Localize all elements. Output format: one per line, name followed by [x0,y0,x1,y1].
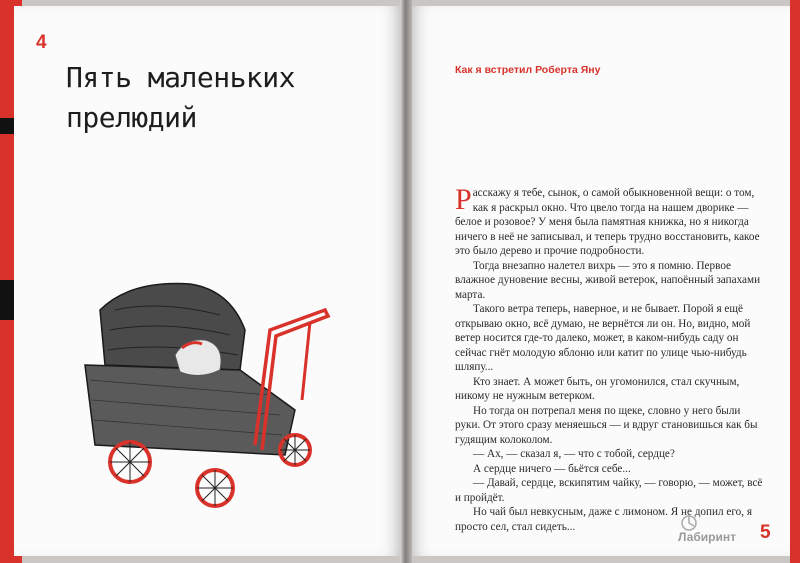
drop-cap: Р [455,183,472,216]
running-head: Как я встретил Роберта Яну [455,64,601,76]
book-cover-right-edge [790,0,800,563]
paragraph: — Ах, — сказал я, — что с тобой, сердце? [473,448,675,460]
paragraph: Кто знает. А может быть, он угомонился, стал скучным, никому не нужным ветерком. [455,375,740,402]
chapter-title-line: Пять маленьких [66,61,296,94]
paragraph: Но чай был невкусным, даже с лимоном. Я не допил его, я просто сел, стал сидеть... [455,506,752,533]
paragraph: Расскажу я тебе, сынок, о самой обыкновенной вещи: о том, как я раскрыл окно. Что цвело тогда на нашем дворике — белое и розовое? У меня была памятная книжка, но я никогда ничего в неё не записывал, и теперь трудно восстановить, какое это было дерево и прочие подробности. [455,183,760,257]
chapter-body-text [455,183,767,534]
paragraph: А сердце ничего — бьётся себе... [473,462,631,475]
right-page-number: 5 [760,522,771,543]
paragraph: Но тогда он потрепал меня по щеке, словно у него были руки. От этого сразу меняешься — и вдруг становишься как бы гудящим колоколом. [455,404,758,446]
watermark: Лабиринт [678,530,737,544]
chapter-title [66,58,366,138]
chapter-title-line: прелюдий [66,101,197,134]
paragraph: — Давай, сердце, вскипятим чайку, — говорю, — может, всё и пройдёт. [455,477,763,504]
paragraph: Тогда внезапно налетел вихрь — это я помню. Первое влажное дуновение весны, живой ветерок, напоённый запахами марта. [455,259,761,301]
baby-stroller-illustration [70,270,350,510]
paragraph: Такого ветра теперь, наверное, и не бывает. Порой я ещё открываю окно, всё думаю, не вернётся ли он. Но, видно, мой ветер носится где-то далеко, может, в каком-нибудь саду он сейчас гнёт молодую яблоню или катит по улице чью-нибудь шляпу... [455,303,751,373]
book-spine [400,0,412,563]
left-page-number: 4 [36,32,47,53]
